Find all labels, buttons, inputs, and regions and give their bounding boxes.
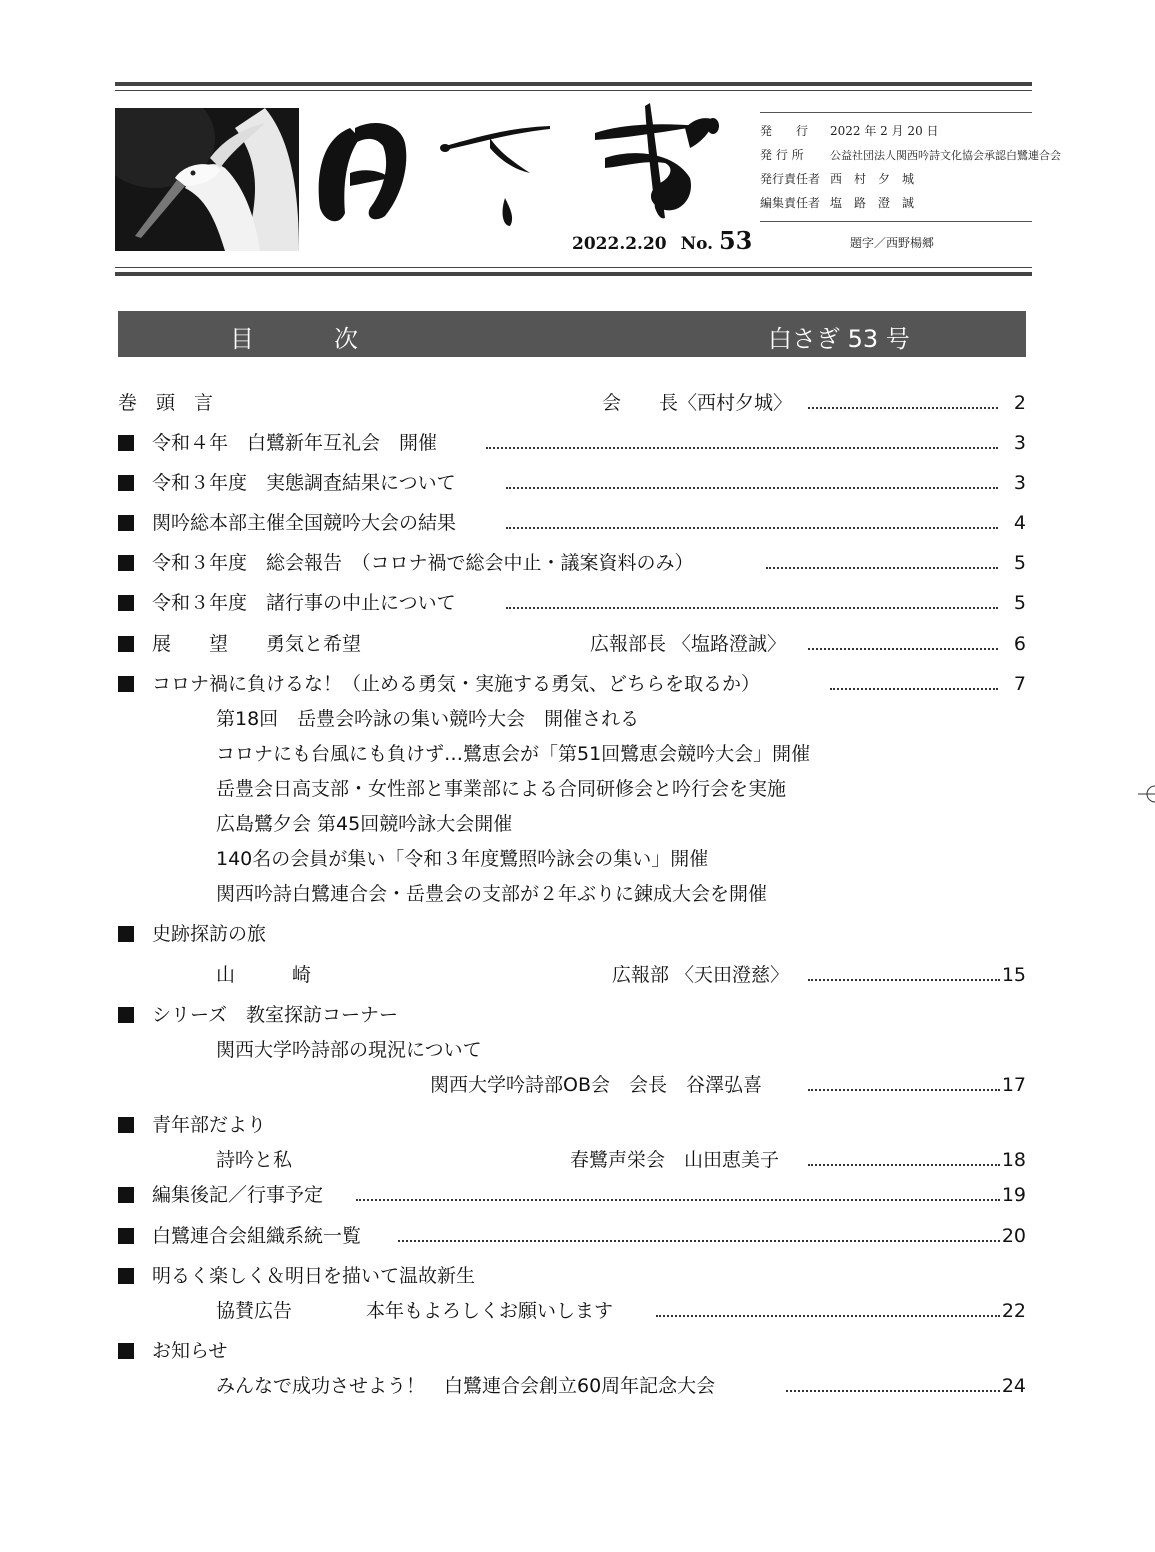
toc-entry-label: 令和３年度 総会報告 （コロナ禍で総会中止・議案資料のみ） bbox=[152, 552, 694, 574]
toc-dot-leader bbox=[808, 979, 1000, 981]
toc-entry-page: 20 bbox=[1001, 1225, 1026, 1247]
toc-entry-outlook[interactable] bbox=[118, 629, 1026, 659]
title-credit: 題字／西野楊郷 bbox=[850, 236, 935, 250]
toc-entry-label: 展 望 勇気と希望 bbox=[152, 633, 362, 655]
toc-dot-leader bbox=[398, 1240, 1000, 1242]
toc-entry-general-meeting[interactable] bbox=[118, 548, 1026, 578]
toc-subitem[interactable]: 広島鷺夕会 第45回競吟詠大会開催 bbox=[216, 813, 513, 835]
issue-number bbox=[572, 226, 752, 255]
toc-entry-new-year[interactable] bbox=[118, 428, 1026, 458]
toc-dot-leader bbox=[786, 1390, 1000, 1392]
issue-date: 2022.2.20 bbox=[572, 234, 667, 254]
toc-dot-leader bbox=[808, 648, 998, 650]
toc-entry-yamazaki[interactable] bbox=[118, 960, 1026, 990]
toc-entry-author: 関西大学吟詩部OB会 会長 谷澤弘喜 bbox=[430, 1074, 762, 1096]
square-bullet-icon bbox=[118, 435, 134, 451]
toc-entry-page: 19 bbox=[1001, 1184, 1026, 1206]
toc-entry-label: みんなで成功させよう！ 白鷺連合会創立60周年記念大会 bbox=[216, 1375, 716, 1397]
toc-entry-page: 3 bbox=[1013, 472, 1026, 494]
toc-section-label: お知らせ bbox=[152, 1340, 228, 1362]
toc-entry-cancellations[interactable] bbox=[118, 588, 1026, 618]
toc-entry-editor[interactable] bbox=[118, 1180, 1026, 1210]
toc-section-notice[interactable] bbox=[118, 1336, 1026, 1366]
top-rule bbox=[115, 82, 1032, 86]
toc-dot-leader bbox=[486, 447, 998, 449]
pub-row-responsible: 発行責任者 西 村 夕 城 bbox=[760, 172, 915, 186]
toc-subitem[interactable]: 140名の会員が集い「令和３年度鷺照吟詠会の集い」開催 bbox=[216, 848, 709, 870]
toc-section-label: シリーズ 教室探訪コーナー bbox=[152, 1004, 399, 1026]
registration-mark-icon bbox=[1138, 784, 1155, 804]
toc-entry-page: 17 bbox=[1001, 1074, 1026, 1096]
toc-subitem[interactable]: 岳豊会日高支部・女性部と事業部による合同研修会と吟行会を実施 bbox=[216, 778, 787, 800]
toc-entry-label: 山 崎 bbox=[216, 964, 312, 986]
toc-subitem[interactable]: コロナにも台風にも負けず…鷺恵会が「第51回鷺恵会競吟大会」開催 bbox=[216, 743, 811, 765]
toc-header-bar bbox=[118, 311, 1026, 357]
toc-entry-label: 白鷺連合会組織系統一覧 bbox=[152, 1225, 362, 1247]
square-bullet-icon bbox=[118, 595, 134, 611]
pub-row-publisher: 発 行 所 公益社団法人関西吟詩文化協会承認白鷺連合会 bbox=[760, 148, 1061, 162]
toc-dot-leader bbox=[808, 1089, 1000, 1091]
issue-no-prefix: No. bbox=[680, 234, 714, 254]
top-rule-thin bbox=[115, 90, 1032, 91]
square-bullet-icon bbox=[118, 555, 134, 571]
toc-dot-leader bbox=[808, 1164, 1000, 1166]
header-bottom-rule bbox=[115, 272, 1032, 276]
toc-entry-page: 7 bbox=[1013, 673, 1026, 695]
toc-title: 目 次 bbox=[230, 325, 360, 353]
calligraphy-logo bbox=[305, 98, 745, 238]
toc-entry-label: 巻 頭 言 bbox=[118, 392, 214, 414]
toc-entry-page: 2 bbox=[1013, 392, 1026, 414]
pub-row-editor: 編集責任者 塩 路 澄 誠 bbox=[760, 196, 915, 210]
logo-brush-strokes bbox=[305, 98, 745, 238]
square-bullet-icon bbox=[118, 1268, 134, 1284]
toc-dot-leader bbox=[808, 407, 998, 409]
toc-entry-label: 関吟総本部主催全国競吟大会の結果 bbox=[152, 512, 457, 534]
toc-entry-page: 24 bbox=[1001, 1375, 1026, 1397]
toc-entry-label: 令和３年度 実態調査結果について bbox=[152, 472, 456, 494]
square-bullet-icon bbox=[118, 676, 134, 692]
square-bullet-icon bbox=[118, 926, 134, 942]
toc-entry-label: 令和４年 白鷺新年互礼会 開催 bbox=[152, 432, 438, 454]
toc-entry-author: 春鷺声栄会 山田恵美子 bbox=[570, 1149, 780, 1171]
toc-entry-label: 令和３年度 諸行事の中止について bbox=[152, 592, 456, 614]
toc-issue: 白さぎ 53 号 bbox=[768, 325, 910, 353]
toc-entry-label: 編集後記／行事予定 bbox=[152, 1184, 324, 1206]
toc-entry-shigin[interactable] bbox=[118, 1145, 1026, 1175]
square-bullet-icon bbox=[118, 515, 134, 531]
toc-entry-page: 4 bbox=[1013, 512, 1026, 534]
toc-subitem[interactable]: 関西大学吟詩部の現況について bbox=[216, 1039, 482, 1061]
toc-entry-page: 5 bbox=[1013, 592, 1026, 614]
square-bullet-icon bbox=[118, 636, 134, 652]
toc-entry-page: 18 bbox=[1001, 1149, 1026, 1171]
toc-section-history[interactable] bbox=[118, 919, 1026, 949]
toc-entry-author: 広報部長 〈塩路澄誠〉 bbox=[590, 633, 787, 655]
toc-entry-foreword[interactable] bbox=[118, 388, 1026, 418]
toc-entry-page: 3 bbox=[1013, 432, 1026, 454]
toc-entry-anniversary[interactable] bbox=[118, 1371, 1026, 1401]
toc-entry-author: 広報部 〈天田澄慈〉 bbox=[612, 964, 790, 986]
header-bottom-rule-thin bbox=[115, 267, 1032, 268]
toc-entry-label: コロナ禍に負けるな！（止める勇気・実施する勇気、どちらを取るか） bbox=[152, 673, 761, 695]
toc-entry-competition[interactable] bbox=[118, 508, 1026, 538]
toc-dot-leader bbox=[506, 607, 998, 609]
toc-entry-sponsors[interactable] bbox=[118, 1296, 1026, 1326]
toc-section-ads[interactable] bbox=[118, 1261, 1026, 1291]
toc-subitem[interactable]: 関西吟詩白鷺連合会・岳豊会の支部が２年ぶりに錬成大会を開催 bbox=[216, 883, 768, 905]
publication-info bbox=[760, 112, 1061, 222]
pub-row-date: 発 行 2022 年 2 月 20 日 bbox=[760, 124, 939, 138]
egret-photo bbox=[115, 108, 299, 251]
square-bullet-icon bbox=[118, 1228, 134, 1244]
toc-dot-leader bbox=[830, 688, 998, 690]
issue-no: 53 bbox=[718, 226, 753, 255]
toc-section-youth[interactable] bbox=[118, 1110, 1026, 1140]
square-bullet-icon bbox=[118, 475, 134, 491]
toc-subitem[interactable]: 第18回 岳豊会吟詠の集い競吟大会 開催される bbox=[216, 708, 640, 730]
toc-dot-leader bbox=[766, 567, 998, 569]
toc-dot-leader bbox=[356, 1199, 1000, 1201]
toc-dot-leader bbox=[506, 487, 998, 489]
toc-section-label: 史跡探訪の旅 bbox=[152, 923, 267, 945]
toc-entry-title: 本年もよろしくお願いします bbox=[366, 1300, 614, 1322]
toc-entry-organization[interactable] bbox=[118, 1221, 1026, 1251]
toc-section-label: 青年部だより bbox=[152, 1114, 267, 1136]
toc-entry-survey[interactable] bbox=[118, 468, 1026, 498]
toc-dot-leader bbox=[656, 1315, 1000, 1317]
toc-entry-corona[interactable] bbox=[118, 669, 1026, 699]
toc-entry-page: 5 bbox=[1013, 552, 1026, 574]
toc-entry-label: 協賛広告 bbox=[216, 1300, 293, 1322]
square-bullet-icon bbox=[118, 1117, 134, 1133]
toc-section-label: 明るく楽しく＆明日を描いて温故新生 bbox=[152, 1265, 476, 1287]
toc-entry-page: 15 bbox=[1001, 964, 1026, 986]
toc-section-series[interactable] bbox=[118, 1000, 1026, 1030]
square-bullet-icon bbox=[118, 1187, 134, 1203]
square-bullet-icon bbox=[118, 1343, 134, 1359]
toc-entry-page: 22 bbox=[1001, 1300, 1026, 1322]
toc-entry-page: 6 bbox=[1013, 633, 1026, 655]
toc-entry-author: 会 長〈西村夕城〉 bbox=[602, 392, 793, 414]
toc-entry-kansai-univ[interactable] bbox=[118, 1070, 1026, 1100]
toc-entry-label: 詩吟と私 bbox=[216, 1149, 293, 1171]
toc-dot-leader bbox=[506, 527, 998, 529]
square-bullet-icon bbox=[118, 1007, 134, 1023]
